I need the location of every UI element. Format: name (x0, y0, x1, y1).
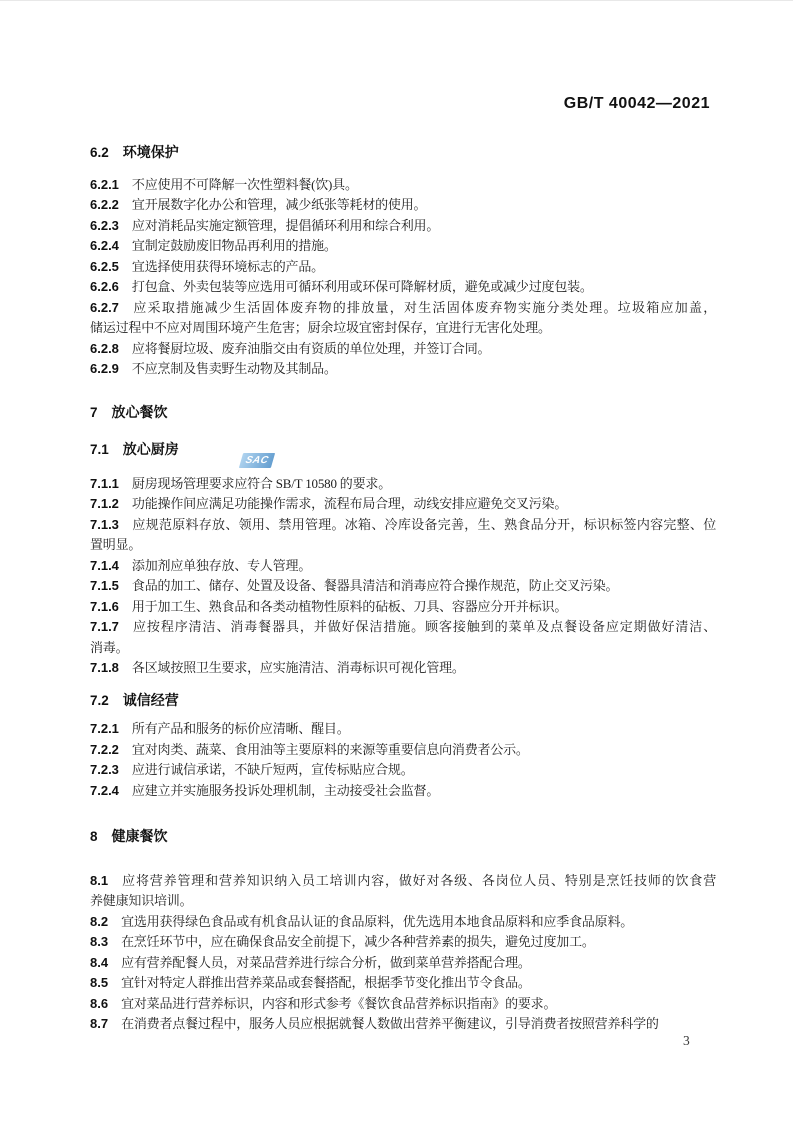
clause-text: 应进行诚信承诺，不缺斤短两，宣传标贴应合规。 (131, 762, 414, 777)
clause-line (90, 515, 716, 536)
clause-6-2-8 (90, 339, 716, 360)
clause-number: 7.1.8 (90, 660, 119, 675)
clause-6-2-3 (90, 216, 716, 237)
clause-8-5 (90, 973, 716, 994)
clause-text: 用于加工生、熟食品和各类动植物性原料的砧板、刀具、容器应分开并标识。 (131, 598, 568, 614)
clause-text: 宜制定鼓励废旧物品再利用的措施。 (131, 238, 337, 253)
clause-text: 宜选择使用获得环境标志的产品。 (131, 258, 324, 274)
heading-text: 环境保护 (122, 144, 179, 160)
clause-text: 打包盒、外卖包装等应选用可循环利用或环保可降解材质，避免或减少过度包装。 (131, 279, 593, 294)
clause-7-2-4 (90, 781, 716, 802)
clause-8-4 (90, 953, 716, 974)
header-doc-code: GB/T 40042—2021 (563, 95, 710, 112)
clause-number: 7.2.2 (90, 741, 119, 757)
clause-text: 厨房现场管理要求应符合 SB/T 10580 的要求。 (131, 475, 391, 491)
clause-6-2-5 (90, 257, 716, 278)
clause-6-2-2 (90, 195, 716, 216)
clause-text: 应采取措施减少生活固体废弃物的排放量，对生活固体废弃物实施分类处理。垃圾箱应加盖， (131, 299, 716, 315)
clause-text: 宜对肉类、蔬菜、食用油等主要原料的来源等重要信息向消费者公示。 (131, 741, 529, 757)
clause-number: 8.4 (90, 954, 109, 970)
clause-number: 6.2.3 (90, 217, 119, 233)
heading-7 (90, 402, 716, 424)
clause-number: 8.3 (90, 934, 109, 949)
clause-8-3 (90, 932, 716, 953)
clause-6-2-9 (90, 359, 716, 380)
clause-number: 7.1.4 (90, 557, 119, 573)
heading-number: 6.2 (90, 145, 109, 160)
clause-7-1-6 (90, 597, 716, 618)
clause-text: 应建立并实施服务投诉处理机制，主动接受社会监督。 (131, 782, 440, 798)
clause-text: 宜针对特定人群推出营养菜品或套餐搭配，根据季节变化推出节令食品。 (121, 975, 531, 990)
clause-number: 7.1.2 (90, 496, 119, 511)
clause-6-2-6 (90, 277, 716, 298)
clause-number: 7.2.3 (90, 762, 119, 777)
clause-text: 食品的加工、储存、处置及设备、餐器具清洁和消毒应符合操作规范，防止交叉污染。 (131, 578, 619, 593)
clause-text: 应对消耗品实施定额管理，提倡循环利用和综合利用。 (131, 217, 440, 233)
clause-text: 宜对菜品进行营养标识，内容和形式参考《餐饮食品营养标识指南》的要求。 (121, 995, 557, 1011)
heading-8 (90, 826, 716, 848)
clause-text: 宜选用获得绿色食品或有机食品认证的食品原料，优先选用本地食品原料和应季食品原料。 (121, 913, 634, 929)
heading-number: 7.2 (90, 692, 109, 708)
clause-7-2-3 (90, 760, 716, 781)
clause-8-7 (90, 1014, 716, 1035)
clause-number: 7.1.5 (90, 578, 119, 593)
clause-line: 养健康知识培训。 (90, 893, 193, 908)
heading-text: 放心厨房 (122, 441, 179, 457)
clause-line (90, 871, 716, 892)
clause-number: 7.2.4 (90, 782, 119, 798)
heading-number: 7.1 (90, 442, 109, 457)
page-number: 3 (683, 1033, 690, 1048)
clause-number: 7.1.3 (90, 516, 119, 532)
clause-number: 8.7 (90, 1016, 109, 1031)
sac-watermark-icon: SAC (239, 453, 275, 468)
clause-8-2 (90, 912, 716, 933)
clause-6-2-4 (90, 236, 716, 257)
heading-7-2 (90, 690, 716, 712)
clause-text: 所有产品和服务的标价应清晰、醒目。 (131, 721, 350, 736)
clause-line (90, 617, 716, 638)
clause-7-1-8 (90, 658, 716, 679)
clause-8-1 (90, 871, 716, 912)
clause-text: 不应烹制及售卖野生动物及其制品。 (131, 361, 337, 376)
clause-8-6 (90, 994, 716, 1015)
clause-text: 在消费者点餐过程中，服务人员应根据就餐人数做出营养平衡建议，引导消费者按照营养科学的 (121, 1016, 659, 1031)
clause-number: 8.2 (90, 913, 109, 929)
clause-number: 7.1.6 (90, 598, 119, 614)
clause-7-1-4 (90, 556, 716, 577)
clause-7-1-5 (90, 576, 716, 597)
clause-number: 8.6 (90, 995, 109, 1011)
clause-number: 6.2.4 (90, 238, 119, 253)
clause-number: 6.2.8 (90, 340, 119, 356)
clause-number: 6.2.2 (90, 197, 119, 212)
clause-text: 各区域按照卫生要求，应实施清洁、消毒标识可视化管理。 (131, 660, 465, 675)
clause-text: 应按程序清洁、消毒餐器具，并做好保洁措施。顾客接触到的菜单及点餐设备应定期做好清洁、 (131, 619, 716, 634)
clause-text: 不应使用不可降解一次性塑料餐(饮)具。 (131, 176, 358, 192)
clause-number: 6.2.5 (90, 258, 119, 274)
clause-text: 在烹饪环节中，应在确保食品安全前提下，减少各种营养素的损失，避免过度加工。 (121, 934, 595, 949)
clause-line: 置明显。 (90, 537, 142, 552)
clause-6-2-1 (90, 175, 716, 196)
clause-number: 8.5 (90, 975, 109, 990)
clause-number: 7.1.7 (90, 619, 119, 634)
clause-line: 消毒。 (90, 639, 129, 655)
document-content (90, 142, 716, 1035)
clause-7-2-1 (90, 719, 716, 740)
clause-text: 功能操作间应满足功能操作需求，流程布局合理，动线安排应避免交叉污染。 (131, 496, 568, 511)
clause-number: 6.2.6 (90, 279, 119, 294)
clause-text: 应将营养管理和营养知识纳入员工培训内容，做好对各级、各岗位人员、特别是烹饪技师的饮食营 (121, 872, 716, 888)
clause-text: 应有营养配餐人员，对菜品营养进行综合分析，做到菜单营养搭配合理。 (121, 954, 531, 970)
clause-text: 应规范原料存放、领用、禁用管理。冰箱、冷库设备完善，生、熟食品分开，标识标签内容完整、位 (131, 516, 716, 532)
heading-number: 7 (90, 404, 98, 420)
heading-number: 8 (90, 829, 98, 844)
clause-line: 储运过程中不应对周围环境产生危害；厨余垃圾宜密封保存，宜进行无害化处理。 (90, 320, 551, 335)
clause-6-2-7 (90, 298, 716, 339)
heading-text: 健康餐饮 (111, 828, 168, 844)
heading-7-1 (90, 439, 716, 461)
clause-text: 添加剂应单独存放、专人管理。 (131, 557, 312, 573)
clause-number: 7.2.1 (90, 721, 119, 736)
clause-number: 6.2.7 (90, 299, 119, 315)
heading-text: 放心餐饮 (111, 403, 168, 420)
clause-text: 应将餐厨垃圾、废弃油脂交由有资质的单位处理，并签订合同。 (131, 340, 491, 356)
clause-number: 6.2.9 (90, 361, 119, 376)
clause-7-1-7 (90, 617, 716, 658)
heading-text: 诚信经营 (122, 691, 179, 708)
clause-number: 8.1 (90, 872, 109, 888)
clause-7-1-1 (90, 474, 716, 495)
clause-number: 7.1.1 (90, 475, 119, 491)
clause-7-1-2 (90, 494, 716, 515)
clause-7-1-3 (90, 515, 716, 556)
heading-6-2 (90, 142, 716, 164)
clause-text: 宜开展数字化办公和管理，减少纸张等耗材的使用。 (131, 197, 427, 212)
clause-7-2-2 (90, 740, 716, 761)
clause-number: 6.2.1 (90, 176, 119, 192)
clause-line (90, 298, 716, 319)
